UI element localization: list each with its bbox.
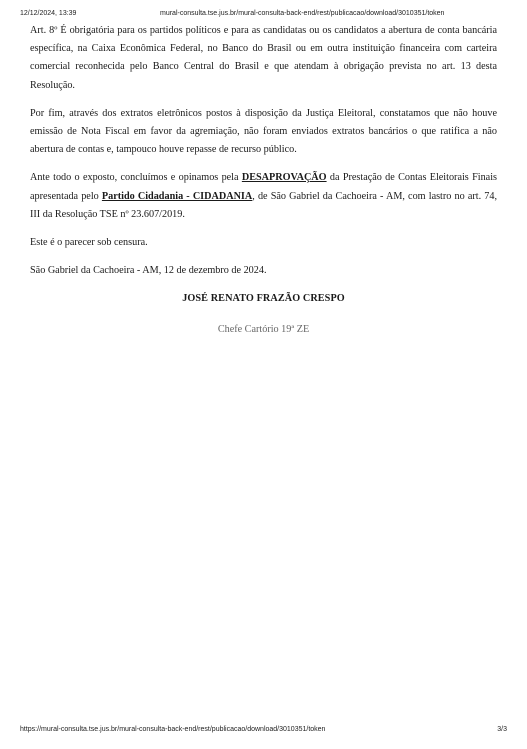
signer-name: JOSÉ RENATO FRAZÃO CRESPO bbox=[182, 293, 345, 305]
print-date: 12/12/2024, 13:39 bbox=[20, 10, 77, 17]
paragraph-extracts: Por fim, através dos extratos eletrônicos postos à disposição da Justiça Eleitoral, constatamos que não houve emissão de Nota Fiscal em favor da agremiação, não foram enviados extratos bancários o que ratifica a não abertura de contas e, tampouco houve repasse de recurso público. bbox=[30, 107, 497, 156]
signer-role: Chefe Cartório 19ª ZE bbox=[217, 323, 310, 335]
paragraph-place-date: São Gabriel da Cachoeira - AM, 12 de dezembro de 2024. bbox=[30, 265, 267, 277]
paragraph-article-8: Art. 8º É obrigatória para os partidos políticos e para as candidatas ou os candidatos a abertura de conta bancária específica, na Caixa Econômica Federal, no Banco do Brasil ou em outra instituição financeira com carteira comercial reconhecida pelo Banco Central do Brasil e que atendam à obrigação prevista no art. 13 desta Resolução. bbox=[30, 25, 497, 91]
footer-url: https://mural-consulta.tse.jus.br/mural-consulta-back-end/rest/publicacao/download/3010351/token bbox=[20, 726, 326, 733]
document-body bbox=[30, 22, 497, 339]
conclusion-text-e: , de São Gabriel da Cachoeira - AM, com lastro no art. 74, III da Resolução TSE nº 23.607/2019. bbox=[30, 190, 497, 220]
paragraph-conclusion bbox=[30, 169, 497, 224]
paragraph-censure: Este é o parecer sob censura. bbox=[30, 237, 148, 249]
print-url: mural-consulta.tse.jus.br/mural-consulta-back-end/rest/publicacao/download/3010351/token bbox=[160, 10, 445, 17]
conclusion-text-a: Ante todo o exposto, concluímos e opinamos pela bbox=[30, 172, 242, 184]
page-number: 3/3 bbox=[497, 726, 507, 733]
party-name: Partido Cidadania - CIDADANIA bbox=[101, 190, 253, 202]
conclusion-text-c: da Prestação de Contas Eleitorais Finais apresentada pelo bbox=[30, 172, 497, 202]
verdict-disapproval: DESAPROVAÇÃO bbox=[241, 172, 327, 184]
